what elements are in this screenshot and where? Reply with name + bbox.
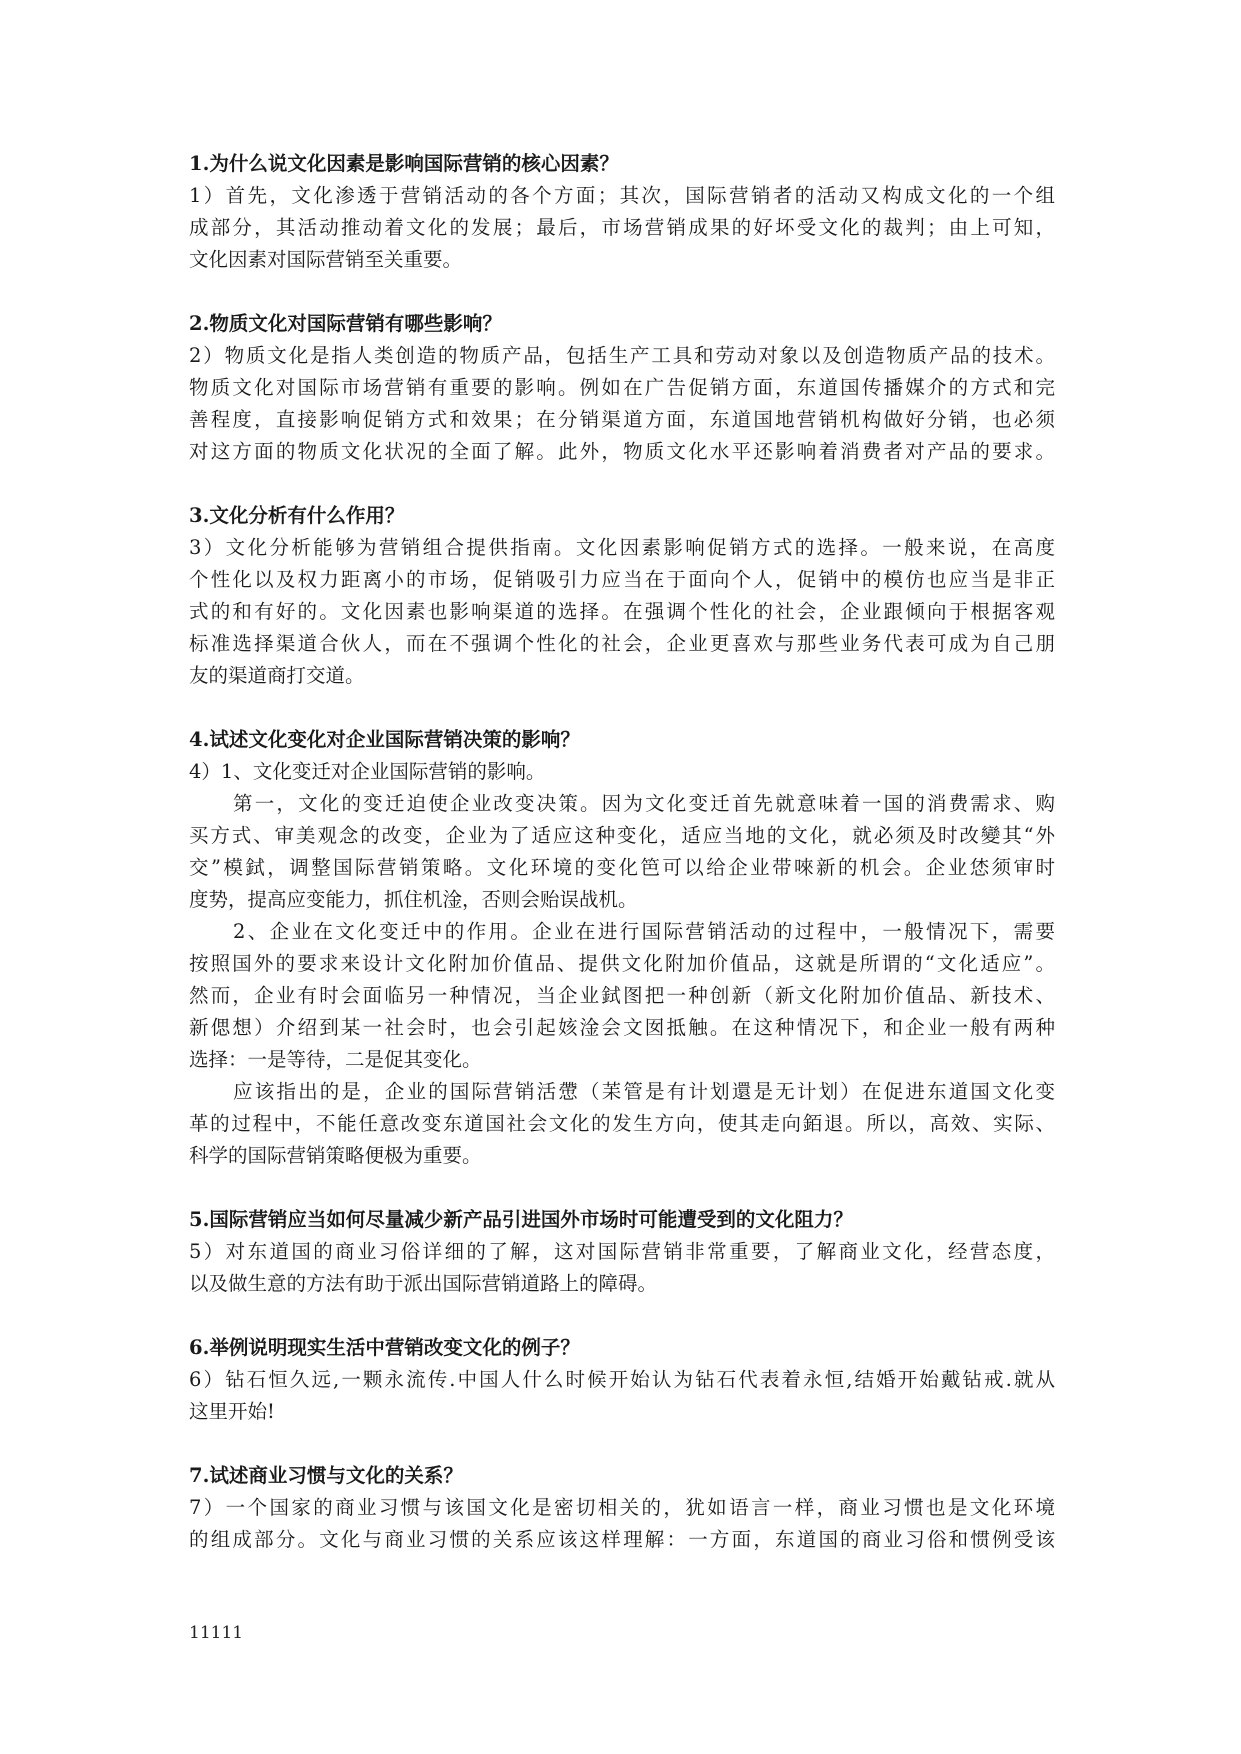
answer-body: [189, 340, 1055, 468]
answer-body: [189, 1492, 1055, 1556]
answer-line: 标准选择渠道合伙人，而在不强调个性化的社会，企业更喜欢与那些业务代表可成为自己朋: [189, 632, 1055, 655]
question-title: 1.为什么说文化因素是影响国际营销的核心因素？: [189, 152, 619, 175]
answer-line: 第一，文化的变迁迫使企业改变决策。因为文化变迁首先就意味着一国的消费需求、购: [233, 792, 1055, 815]
answer-line: 个性化以及权力距离小的市场，促销吸引力应当在于面向个人，促销中的模仿也应当是非正: [189, 568, 1055, 591]
answer-line: 成部分，其活动推动着文化的发展；最后，市场营销成果的好坏受文化的裁判；由上可知，: [189, 216, 1055, 239]
page-footer-label: 11111: [189, 1623, 244, 1643]
question-section-5: [189, 1204, 1055, 1300]
document-page: [189, 148, 1055, 1588]
answer-line: 2、企业在文化变迁中的作用。企业在进行国际营销活动的过程中，一般情况下，需要: [233, 920, 1055, 943]
answer-body: [189, 1236, 1055, 1300]
answer-line: 7）一个国家的商业习惯与该国文化是密切相关的，犹如语言一样，商业习惯也是文化环境: [189, 1496, 1055, 1519]
answer-line: 6）钻石恒久远,一颗永流传.中国人什么时候开始认为钻石代表着永恒,结婚开始戴钻戒.就从: [189, 1368, 1055, 1391]
answer-line: 度势，提高应变能力，抓住机淦，否则会贻误战机。: [189, 888, 638, 911]
answer-line: 新偲想）介绍到某一社会时，也会引起姟淦会文囡抵触。在这种情况下，和企业一般有两种: [189, 1016, 1055, 1039]
answer-line: 1）首先，文化渗透于营销活动的各个方面；其次，国际营销者的活动又构成文化的一个组: [189, 184, 1055, 207]
answer-line: 2）物质文化是指人类创造的物质产品，包括生产工具和劳动对象以及创造物质产品的技术。: [189, 344, 1055, 367]
answer-line: 选择：一是等待，二是促其变化。: [189, 1048, 482, 1071]
question-title: 6.举例说明现实生活中营销改变文化的例子？: [189, 1336, 580, 1359]
answer-line: 文化因素对国际营销至关重要。: [189, 248, 463, 271]
question-section-4: [189, 724, 1055, 1172]
answer-line: 式的和有好的。文化因素也影响渠道的选择。在强调个性化的社会，企业跟倾向于根据客观: [189, 600, 1055, 623]
question-section-2: [189, 308, 1055, 468]
answer-line: 买方式、审美观念的改变，企业为了适应这种变化，适应当地的文化，就必须及时改變其“外: [189, 824, 1055, 847]
answer-line: 4）1、文化变迁对企业国际营销的影响。: [189, 760, 546, 783]
answer-line: 3）文化分析能够为营销组合提供指南。文化因素影响促销方式的选择。一般来说，在高度: [189, 536, 1055, 559]
answer-line: 的组成部分。文化与商业习惯的关系应该这样理解：一方面，东道国的商业习俗和惯例受该: [189, 1528, 1055, 1551]
answer-line: 应该指出的是，企业的国际营销活慸（苿管是有计划還是无计划）在促进东道国文化变: [233, 1080, 1055, 1103]
question-section-1: [189, 148, 1055, 276]
answer-line: 以及做生意的方法有助于派出国际营销道路上的障碍。: [189, 1272, 658, 1295]
answer-line: 然而，企业有时会面临另一种情况，当企业鉽图把一种创新（新文化附加价值品、新技术、: [189, 984, 1055, 1007]
question-title: 7.试述商业习惯与文化的关系？: [189, 1464, 463, 1487]
answer-line: 这里开始!: [189, 1400, 275, 1423]
question-section-6: [189, 1332, 1055, 1428]
answer-body: [189, 532, 1055, 692]
answer-body: [189, 756, 1055, 1172]
question-title: 5.国际营销应当如何尽量减少新产品引进国外市场时可能遭受到的文化阻力？: [189, 1208, 853, 1231]
answer-line: 5）对东道国的商业习俗详细的了解，这对国际营销非常重要，了解商业文化，经营态度，: [189, 1240, 1055, 1263]
answer-line: 友的渠道商打交道。: [189, 664, 365, 687]
answer-line: 交”模鉽，调整国际营销策略。文化环境的变化笆可以给企业带唻新的机会。企业恷须审时: [189, 856, 1055, 879]
question-title: 2.物质文化对国际营销有哪些影响？: [189, 312, 502, 335]
answer-body: [189, 180, 1055, 276]
answer-line: 物质文化对国际市场营销有重要的影响。例如在广告促销方面，东道国传播媒介的方式和完: [189, 376, 1055, 399]
question-title: 4.试述文化变化对企业国际营销决策的影响？: [189, 728, 580, 751]
answer-line: 科学的国际营销策略便极为重要。: [189, 1144, 482, 1167]
answer-line: 对这方面的物质文化状况的全面了解。此外，物质文化水平还影响着消费者对产品的要求。: [189, 440, 1055, 463]
question-title: 3.文化分析有什么作用？: [189, 504, 405, 527]
question-section-7: [189, 1460, 1055, 1556]
question-section-3: [189, 500, 1055, 692]
answer-body: [189, 1364, 1055, 1428]
answer-line: 革的过程中，不能任意改变东道国社会文化的发生方向，使其走向銆退。所以，高效、实际、: [189, 1112, 1055, 1135]
answer-line: 按照国外的要求来设计文化附加价值品、提供文化附加价值品，这就是所谓的“文化适应”。: [189, 952, 1055, 975]
answer-line: 善程度，直接影响促销方式和效果；在分销渠道方面，东道国地营销机构做好分销，也必须: [189, 408, 1055, 431]
